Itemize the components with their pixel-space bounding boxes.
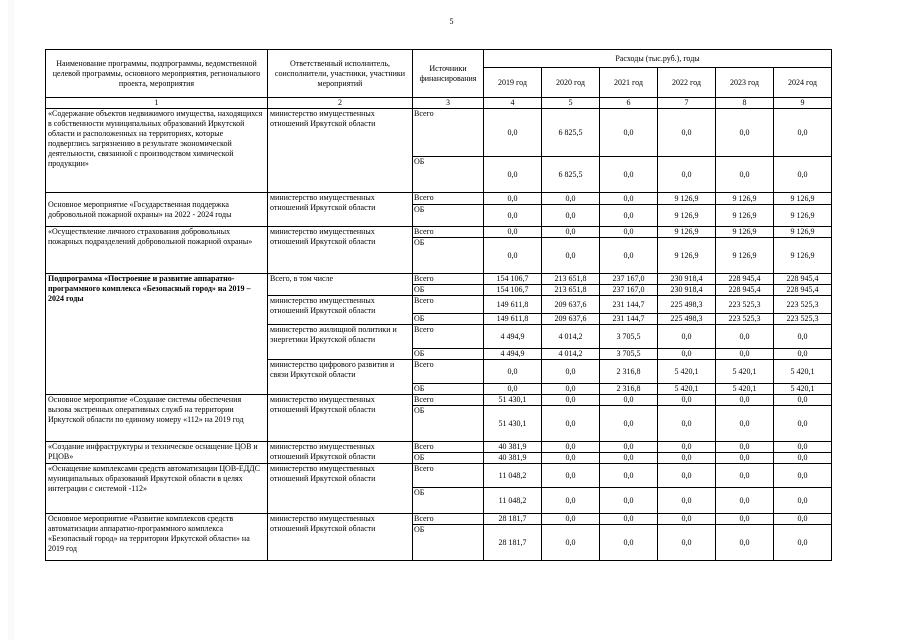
- row-value: 11 048,2: [484, 464, 542, 488]
- row-value: 0,0: [542, 464, 600, 488]
- column-index: 9: [774, 98, 832, 109]
- subprogram-name: Подпрограмма «Построение и развитие аппаратно-программного комплекса «Безопасный город» на 2019 – 2024 годы: [46, 274, 268, 395]
- row-source: ОБ: [413, 157, 484, 193]
- row-value: 9 126,9: [774, 227, 832, 238]
- header-year: 2024 год: [774, 68, 832, 98]
- row-value: 0,0: [542, 514, 600, 525]
- row-source: ОБ: [413, 525, 484, 561]
- row-source: Всего: [413, 360, 484, 384]
- header-source: Источники финансирования: [413, 50, 484, 98]
- row-value: 0,0: [542, 238, 600, 274]
- row-value: 5 420,1: [716, 384, 774, 395]
- row-value: 0,0: [658, 325, 716, 349]
- row-source: ОБ: [413, 285, 484, 296]
- column-index: 5: [542, 98, 600, 109]
- row-name: Основное мероприятие «Государственная поддержка добровольной пожарной охраны» на 2022 - 2024 годы: [46, 193, 268, 227]
- row-value: 0,0: [600, 464, 658, 488]
- row-value: 0,0: [716, 488, 774, 514]
- row-value: 0,0: [774, 442, 832, 453]
- row-value: 223 525,3: [774, 314, 832, 325]
- row-value: 0,0: [600, 205, 658, 227]
- row-executor: министерство имущественных отношений Иркутской области: [268, 193, 413, 227]
- row-value: 0,0: [600, 395, 658, 406]
- row-source: Всего: [413, 514, 484, 525]
- row-value: 223 525,3: [716, 296, 774, 314]
- row-value: 230 918,4: [658, 285, 716, 296]
- row-value: 213 651,8: [542, 285, 600, 296]
- row-executor: Всего, в том числе: [268, 274, 413, 296]
- header-name: Наименование программы, подпрограммы, ведомственной целевой программы, основного мероприятия, регионального проекта, мероприятия: [46, 50, 268, 98]
- header-year: 2021 год: [600, 68, 658, 98]
- row-value: 0,0: [600, 442, 658, 453]
- row-value: 9 126,9: [716, 193, 774, 205]
- row-value: 9 126,9: [774, 238, 832, 274]
- header-expenses: Расходы (тыс.руб.), годы: [484, 50, 832, 68]
- row-value: 0,0: [658, 157, 716, 193]
- row-value: 9 126,9: [658, 238, 716, 274]
- row-value: 3 705,5: [600, 325, 658, 349]
- row-value: 9 126,9: [658, 205, 716, 227]
- row-value: 209 637,6: [542, 296, 600, 314]
- row-value: 6 825,5: [542, 157, 600, 193]
- row-value: 0,0: [600, 406, 658, 442]
- row-value: 4 014,2: [542, 325, 600, 349]
- row-value: 0,0: [600, 525, 658, 561]
- row-value: 0,0: [484, 157, 542, 193]
- table-row: [46, 514, 832, 525]
- row-source: Всего: [413, 325, 484, 349]
- row-value: 0,0: [484, 109, 542, 157]
- column-index: 7: [658, 98, 716, 109]
- column-index: 1: [46, 98, 268, 109]
- row-value: 0,0: [716, 109, 774, 157]
- row-name: «Осуществление личного страхования добровольных пожарных подразделений добровольной пожарной охраны»: [46, 227, 268, 274]
- row-executor: министерство имущественных отношений Иркутской области: [268, 514, 413, 561]
- expenses-table: [45, 49, 832, 561]
- row-value: 223 525,3: [774, 296, 832, 314]
- row-value: 2 316,8: [600, 384, 658, 395]
- row-source: ОБ: [413, 349, 484, 360]
- row-value: 209 637,6: [542, 314, 600, 325]
- row-value: 0,0: [542, 525, 600, 561]
- row-value: 154 106,7: [484, 274, 542, 285]
- row-value: 0,0: [542, 360, 600, 384]
- row-value: 0,0: [542, 406, 600, 442]
- row-source: Всего: [413, 274, 484, 285]
- row-value: 230 918,4: [658, 274, 716, 285]
- header-executor: Ответственный исполнитель, соисполнители, участники, участники мероприятий: [268, 50, 413, 98]
- row-executor: министерство имущественных отношений Иркутской области: [268, 296, 413, 325]
- scan-edge: [8, 0, 14, 640]
- row-value: 28 181,7: [484, 525, 542, 561]
- row-value: 0,0: [716, 514, 774, 525]
- row-value: 0,0: [716, 406, 774, 442]
- row-value: 149 611,8: [484, 296, 542, 314]
- row-source: ОБ: [413, 205, 484, 227]
- row-value: 0,0: [658, 349, 716, 360]
- row-value: 0,0: [542, 488, 600, 514]
- row-value: 0,0: [484, 238, 542, 274]
- row-value: 40 381,9: [484, 453, 542, 464]
- row-value: 228 945,4: [774, 274, 832, 285]
- row-value: 0,0: [716, 395, 774, 406]
- row-value: 0,0: [774, 453, 832, 464]
- row-source: Всего: [413, 109, 484, 157]
- row-source: Всего: [413, 296, 484, 314]
- row-value: 0,0: [542, 395, 600, 406]
- row-source: Всего: [413, 442, 484, 453]
- row-value: 11 048,2: [484, 488, 542, 514]
- row-value: 9 126,9: [658, 227, 716, 238]
- row-value: 0,0: [542, 227, 600, 238]
- row-name: «Содержание объектов недвижимого имущества, находящихся в собственности муниципальных образований Иркутской области и расположенных на территориях, которые подверглись загрязнению в результате экономической деятельности, связанной с производством химической продукции»: [46, 109, 268, 193]
- row-value: 0,0: [542, 453, 600, 464]
- row-value: 5 420,1: [658, 384, 716, 395]
- row-source: ОБ: [413, 238, 484, 274]
- row-name: «Оснащение комплексами средств автоматизации ЦОВ-ЕДДС муниципальных образований Иркутской области в целях интеграции с системой -112»: [46, 464, 268, 514]
- row-value: 0,0: [774, 325, 832, 349]
- table-row: [46, 395, 832, 406]
- row-value: 154 106,7: [484, 285, 542, 296]
- row-value: 0,0: [716, 442, 774, 453]
- row-value: 3 705,5: [600, 349, 658, 360]
- row-value: 0,0: [600, 157, 658, 193]
- row-source: ОБ: [413, 384, 484, 395]
- row-value: 0,0: [658, 464, 716, 488]
- row-value: 4 014,2: [542, 349, 600, 360]
- row-value: 0,0: [716, 157, 774, 193]
- column-index: 2: [268, 98, 413, 109]
- row-source: Всего: [413, 193, 484, 205]
- row-value: 6 825,5: [542, 109, 600, 157]
- table-row: [46, 274, 832, 285]
- row-value: 40 381,9: [484, 442, 542, 453]
- row-value: 2 316,8: [600, 360, 658, 384]
- row-executor: министерство имущественных отношений Иркутской области: [268, 442, 413, 464]
- row-value: 5 420,1: [716, 360, 774, 384]
- row-value: 0,0: [774, 464, 832, 488]
- row-value: 0,0: [542, 193, 600, 205]
- row-value: 0,0: [774, 395, 832, 406]
- row-executor: министерство цифрового развития и связи Иркутской области: [268, 360, 413, 395]
- row-value: 0,0: [542, 205, 600, 227]
- row-value: 4 494,9: [484, 349, 542, 360]
- row-value: 0,0: [600, 488, 658, 514]
- row-value: 231 144,7: [600, 296, 658, 314]
- row-value: 0,0: [658, 395, 716, 406]
- column-index: 8: [716, 98, 774, 109]
- header-year: 2019 год: [484, 68, 542, 98]
- row-value: 0,0: [774, 349, 832, 360]
- header-year: 2020 год: [542, 68, 600, 98]
- row-value: 0,0: [774, 514, 832, 525]
- header-year: 2023 год: [716, 68, 774, 98]
- row-value: 0,0: [716, 453, 774, 464]
- row-source: Всего: [413, 464, 484, 488]
- row-value: 51 430,1: [484, 395, 542, 406]
- row-source: ОБ: [413, 314, 484, 325]
- row-value: 237 167,0: [600, 285, 658, 296]
- row-value: 28 181,7: [484, 514, 542, 525]
- row-source: Всего: [413, 395, 484, 406]
- row-value: 0,0: [774, 157, 832, 193]
- row-source: ОБ: [413, 453, 484, 464]
- row-name: Основное мероприятие «Создание системы обеспечения вызова экстренных оперативных служб на территории Иркутской области по единому номеру «112» на 2019 год: [46, 395, 268, 442]
- row-value: 0,0: [484, 227, 542, 238]
- row-value: 237 167,0: [600, 274, 658, 285]
- row-value: 51 430,1: [484, 406, 542, 442]
- page-number: 5: [449, 17, 454, 26]
- row-value: 0,0: [716, 525, 774, 561]
- row-value: 0,0: [658, 525, 716, 561]
- row-value: 9 126,9: [716, 227, 774, 238]
- table-row: [46, 227, 832, 238]
- row-value: 0,0: [658, 514, 716, 525]
- row-value: 9 126,9: [716, 238, 774, 274]
- row-value: 0,0: [658, 109, 716, 157]
- row-value: 0,0: [600, 193, 658, 205]
- row-value: 0,0: [542, 384, 600, 395]
- row-executor: министерство жилищной политики и энергетики Иркутской области: [268, 325, 413, 360]
- table-row: [46, 193, 832, 205]
- row-value: 0,0: [716, 464, 774, 488]
- row-value: 9 126,9: [716, 205, 774, 227]
- row-value: 0,0: [600, 227, 658, 238]
- row-value: 0,0: [600, 109, 658, 157]
- column-index: 3: [413, 98, 484, 109]
- row-value: 9 126,9: [658, 193, 716, 205]
- row-value: 228 945,4: [716, 274, 774, 285]
- row-value: 0,0: [774, 109, 832, 157]
- table-row: [46, 464, 832, 488]
- row-executor: министерство имущественных отношений Иркутской области: [268, 227, 413, 274]
- row-value: 5 420,1: [774, 360, 832, 384]
- row-executor: министерство имущественных отношений Иркутской области: [268, 109, 413, 193]
- row-value: 223 525,3: [716, 314, 774, 325]
- row-executor: министерство имущественных отношений Иркутской области: [268, 464, 413, 514]
- row-value: 9 126,9: [774, 205, 832, 227]
- row-source: Всего: [413, 227, 484, 238]
- row-value: 0,0: [600, 453, 658, 464]
- row-value: 0,0: [484, 205, 542, 227]
- header-year: 2022 год: [658, 68, 716, 98]
- row-name: Основное мероприятие «Развитие комплексов средств автоматизации аппаратно-программного комплекса «Безопасный город» на территории Иркутской области» на 2019 год: [46, 514, 268, 561]
- row-value: 0,0: [658, 442, 716, 453]
- row-value: 0,0: [600, 238, 658, 274]
- row-value: 228 945,4: [774, 285, 832, 296]
- row-value: 225 498,3: [658, 296, 716, 314]
- row-value: 0,0: [774, 488, 832, 514]
- table-row: [46, 109, 832, 157]
- row-value: 0,0: [774, 406, 832, 442]
- row-value: 225 498,3: [658, 314, 716, 325]
- row-value: 5 420,1: [774, 384, 832, 395]
- row-value: 0,0: [658, 488, 716, 514]
- row-value: 5 420,1: [658, 360, 716, 384]
- row-value: 0,0: [658, 406, 716, 442]
- row-value: 213 651,8: [542, 274, 600, 285]
- row-value: 149 611,8: [484, 314, 542, 325]
- row-name: «Создание инфраструктуры и техническое оснащение ЦОВ и РЦОВ»: [46, 442, 268, 464]
- row-source: ОБ: [413, 406, 484, 442]
- row-executor: министерство имущественных отношений Иркутской области: [268, 395, 413, 442]
- row-value: 231 144,7: [600, 314, 658, 325]
- row-value: 0,0: [484, 193, 542, 205]
- column-index: 6: [600, 98, 658, 109]
- row-value: 0,0: [658, 453, 716, 464]
- row-value: 0,0: [716, 349, 774, 360]
- row-source: ОБ: [413, 488, 484, 514]
- row-value: 4 494,9: [484, 325, 542, 349]
- table-row: [46, 442, 832, 453]
- row-value: 0,0: [542, 442, 600, 453]
- row-value: 0,0: [774, 525, 832, 561]
- row-value: 228 945,4: [716, 285, 774, 296]
- row-value: 0,0: [600, 514, 658, 525]
- row-value: 0,0: [484, 360, 542, 384]
- row-value: 0,0: [716, 325, 774, 349]
- row-value: 0,0: [484, 384, 542, 395]
- column-index: 4: [484, 98, 542, 109]
- row-value: 9 126,9: [774, 193, 832, 205]
